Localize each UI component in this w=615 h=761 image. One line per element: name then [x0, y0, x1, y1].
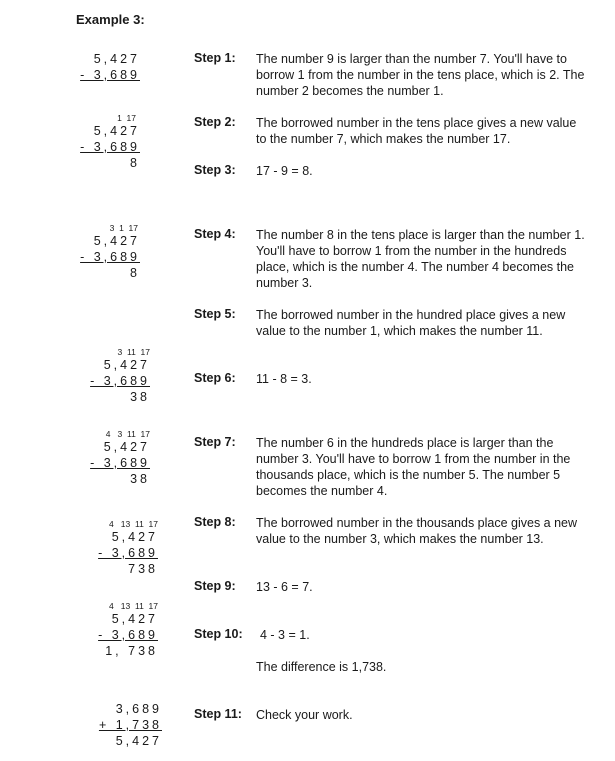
work-bottom: - 3,689 — [98, 628, 158, 642]
work-top: 5,427 — [93, 234, 140, 248]
work-top: 5,427 — [93, 52, 140, 66]
step-text: 13 - 6 = 7. — [256, 580, 313, 594]
work-top: 5,427 — [103, 358, 150, 372]
step-text: 11 - 8 = 3. — [256, 372, 312, 386]
work-result: 5,427 — [115, 734, 162, 748]
work-borrow-marks: 4 13 11 17 — [109, 601, 158, 611]
step-text: The borrowed number in the thousands place gives a new value to the number 3, which makes the number 13. — [256, 516, 578, 546]
step-label: Step 9: — [194, 579, 236, 593]
step-text: 4 - 3 = 1. — [260, 628, 310, 642]
work-top: 5,427 — [111, 530, 158, 544]
step-label: Step 1: — [194, 51, 236, 65]
work-borrow-marks: 1 17 — [117, 113, 136, 123]
step-text: 17 - 9 = 8. — [256, 164, 313, 178]
work-check-block — [88, 701, 162, 749]
work-block-4 — [80, 347, 150, 405]
work-bottom: - 3,689 — [90, 374, 150, 388]
work-block-6 — [88, 519, 158, 577]
work-borrow-marks: 3 11 17 — [117, 347, 150, 357]
work-top: 5,427 — [93, 124, 140, 138]
work-bottom: - 3,689 — [90, 456, 150, 470]
work-result: 8 — [130, 156, 140, 170]
step-label: Step 5: — [194, 307, 236, 321]
work-bottom: - 3,689 — [80, 250, 140, 264]
work-block-7 — [88, 601, 158, 659]
work-bottom: - 3,689 — [80, 140, 140, 154]
example-title: Example 3: — [76, 12, 145, 27]
step-label: Step 6: — [194, 371, 236, 385]
step-text: Check your work. — [256, 708, 353, 722]
step-text: The borrowed number in the hundred place gives a new value to the number 1, which makes the number 11. — [256, 308, 566, 338]
work-top: 3,689 — [115, 702, 162, 716]
work-top: 5,427 — [111, 612, 158, 626]
work-result: 1, 738 — [105, 644, 158, 658]
step-label: Step 10: — [194, 627, 243, 641]
work-bottom: - 3,689 — [98, 546, 158, 560]
step-label: Step 11: — [194, 707, 242, 721]
work-block-1 — [70, 51, 140, 83]
conclusion-text: The difference is 1,738. — [256, 660, 387, 674]
work-borrow-marks: 3 1 17 — [109, 223, 138, 233]
step-label: Step 4: — [194, 227, 236, 241]
work-block-2 — [70, 113, 140, 171]
step-text: The borrowed number in the tens place gives a new value to the number 7, which makes the number 17. — [256, 116, 577, 146]
work-result: 38 — [130, 472, 150, 486]
step-label: Step 2: — [194, 115, 236, 129]
step-text: The number 6 in the hundreds place is larger than the number 3. You'll have to borrow 1 from the number in the thousands place, which is the number 5. The number 5 becomes the number 4. — [256, 436, 571, 498]
work-result: 38 — [130, 390, 150, 404]
step-label: Step 7: — [194, 435, 236, 449]
step-text: The number 8 in the tens place is larger than the number 1. You'll have to borrow 1 from the number in the hundreds place, which is the number 4. The number 4 becomes the number 3. — [256, 228, 585, 290]
step-label: Step 8: — [194, 515, 236, 529]
work-bottom: + 1,738 — [98, 718, 162, 732]
work-top: 5,427 — [103, 440, 150, 454]
work-block-5 — [80, 429, 150, 487]
step-label: Step 3: — [194, 163, 236, 177]
work-result: 8 — [130, 266, 140, 280]
work-borrow-marks: 4 13 11 17 — [109, 519, 158, 529]
step-text: The number 9 is larger than the number 7. You'll have to borrow 1 from the number in the tens place, which is 2. The number 2 becomes the number 1. — [256, 52, 585, 98]
work-block-3 — [70, 223, 140, 281]
work-borrow-marks: 4 3 11 17 — [105, 429, 150, 439]
work-result: 738 — [128, 562, 158, 576]
work-bottom: - 3,689 — [80, 68, 140, 82]
